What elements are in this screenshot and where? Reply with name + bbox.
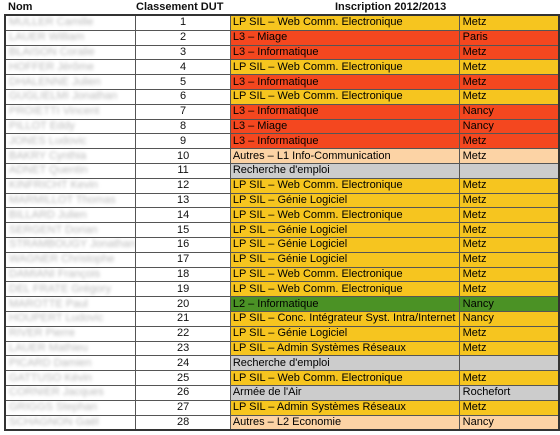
student-name: PILLOT Eddy <box>9 119 75 132</box>
table-row <box>5 267 559 282</box>
city-cell: Metz <box>459 371 559 386</box>
student-name-cell <box>5 252 136 267</box>
rank-cell: 18 <box>136 267 230 282</box>
student-name-cell <box>5 75 136 90</box>
rank-cell: 11 <box>136 163 230 178</box>
city-cell: Rochefort <box>459 385 559 400</box>
table-row <box>5 30 559 45</box>
city-cell: Metz <box>459 252 559 267</box>
student-name: DEL FRATE Grégory <box>9 282 112 295</box>
student-name-cell <box>5 119 136 134</box>
inscription-cell: LP SIL – Web Comm. Electronique <box>230 267 459 282</box>
student-name-cell <box>5 371 136 386</box>
student-name: HOUPERT Ludovic <box>9 312 104 325</box>
inscription-cell: LP SIL – Web Comm. Electronique <box>230 178 459 193</box>
student-name: MARMILLOT Thomas <box>9 193 116 206</box>
rank-cell: 3 <box>136 45 230 60</box>
inscription-cell: LP SIL – Web Comm. Electronique <box>230 89 459 104</box>
student-name-cell <box>5 30 136 45</box>
student-name-cell <box>5 385 136 400</box>
inscription-cell: Autres – L1 Info-Communication <box>230 149 459 164</box>
city-cell: Metz <box>459 60 559 75</box>
table-row <box>5 104 559 119</box>
inscription-cell: Recherche d'emploi <box>230 356 459 371</box>
rank-cell: 23 <box>136 341 230 356</box>
rank-cell: 14 <box>136 208 230 223</box>
city-cell: Metz <box>459 89 559 104</box>
student-name-cell <box>5 341 136 356</box>
inscription-cell: LP SIL – Web Comm. Electronique <box>230 15 459 30</box>
student-name: MAROTTE Paul <box>9 297 88 310</box>
student-name: KINFRICHT Kevin <box>9 179 99 192</box>
inscription-cell: Recherche d'emploi <box>230 163 459 178</box>
student-name-cell <box>5 45 136 60</box>
city-cell: Nancy <box>459 415 559 430</box>
inscription-cell: LP SIL – Génie Logiciel <box>230 252 459 267</box>
city-cell: Nancy <box>459 297 559 312</box>
table-row <box>5 252 559 267</box>
city-cell: Paris <box>459 30 559 45</box>
rank-cell: 5 <box>136 75 230 90</box>
table-row <box>5 223 559 238</box>
student-name: SCHAGNON Gaël <box>9 415 99 428</box>
city-cell: Metz <box>459 149 559 164</box>
student-name-cell <box>5 400 136 415</box>
rank-cell: 17 <box>136 252 230 267</box>
inscription-cell: L3 – Informatique <box>230 104 459 119</box>
table-row <box>5 193 559 208</box>
inscription-cell: LP SIL – Génie Logiciel <box>230 326 459 341</box>
table-row <box>5 356 559 371</box>
rank-cell: 28 <box>136 415 230 430</box>
table-row <box>5 415 559 430</box>
student-name-cell <box>5 163 136 178</box>
header-inscription: Inscription 2012/2013 <box>335 1 447 13</box>
rank-cell: 10 <box>136 149 230 164</box>
inscription-cell: LP SIL – Web Comm. Electronique <box>230 208 459 223</box>
student-name-cell <box>5 311 136 326</box>
results-table-body <box>5 15 559 430</box>
student-name: BLAISON Coralie <box>9 45 95 58</box>
city-cell: Metz <box>459 326 559 341</box>
table-row <box>5 282 559 297</box>
inscription-cell: L3 – Informatique <box>230 45 459 60</box>
student-name-cell <box>5 104 136 119</box>
rank-cell: 24 <box>136 356 230 371</box>
rank-cell: 13 <box>136 193 230 208</box>
inscription-cell: Autres – L2 Economie <box>230 415 459 430</box>
rank-cell: 6 <box>136 89 230 104</box>
city-cell <box>459 356 559 371</box>
table-row <box>5 178 559 193</box>
student-name: DAMIANI François <box>9 267 101 280</box>
inscription-cell: L2 – Informatique <box>230 297 459 312</box>
table-row <box>5 163 559 178</box>
student-name: CORNIER Jacques <box>9 386 104 399</box>
table-row <box>5 326 559 341</box>
city-cell: Nancy <box>459 104 559 119</box>
inscription-cell: L3 – Informatique <box>230 134 459 149</box>
city-cell <box>459 163 559 178</box>
student-name: WAGNER Christophe <box>9 253 115 266</box>
city-cell: Metz <box>459 134 559 149</box>
rank-cell: 4 <box>136 60 230 75</box>
student-name: RIVER Pierre <box>9 327 76 340</box>
inscription-cell: LP SIL – Web Comm. Electronique <box>230 60 459 75</box>
student-name: PROIETTI Vincent <box>9 105 100 118</box>
rank-cell: 16 <box>136 237 230 252</box>
rank-cell: 25 <box>136 371 230 386</box>
rank-cell: 20 <box>136 297 230 312</box>
student-name: GUGLIELMI Jonathan <box>9 90 118 103</box>
inscription-cell: LP SIL – Génie Logiciel <box>230 237 459 252</box>
rank-cell: 12 <box>136 178 230 193</box>
inscription-cell: L3 – Miage <box>230 30 459 45</box>
table-row <box>5 400 559 415</box>
student-name: BAKRY Cynthia <box>9 149 87 162</box>
inscription-cell: L3 – Miage <box>230 119 459 134</box>
city-cell: Metz <box>459 282 559 297</box>
student-name: GRIGGS Stephan <box>9 401 98 414</box>
rank-cell: 15 <box>136 223 230 238</box>
student-name-cell <box>5 415 136 430</box>
student-name-cell <box>5 356 136 371</box>
student-name-cell <box>5 267 136 282</box>
inscription-cell: LP SIL – Génie Logiciel <box>230 223 459 238</box>
inscription-cell: LP SIL – Admin Systèmes Réseaux <box>230 341 459 356</box>
student-name-cell <box>5 15 136 30</box>
inscription-cell: LP SIL – Admin Systèmes Réseaux <box>230 400 459 415</box>
city-cell: Metz <box>459 341 559 356</box>
city-cell: Metz <box>459 193 559 208</box>
city-cell: Metz <box>459 223 559 238</box>
student-name-cell <box>5 134 136 149</box>
city-cell: Metz <box>459 400 559 415</box>
table-row <box>5 119 559 134</box>
table-row <box>5 371 559 386</box>
student-name-cell <box>5 89 136 104</box>
student-name-cell <box>5 178 136 193</box>
student-name-cell <box>5 193 136 208</box>
inscription-cell: LP SIL – Web Comm. Electronique <box>230 282 459 297</box>
student-name-cell <box>5 208 136 223</box>
rank-cell: 1 <box>136 15 230 30</box>
table-row <box>5 89 559 104</box>
table-row <box>5 237 559 252</box>
student-name: SERGENT Dorian <box>9 223 98 236</box>
student-name: LAUER Mathieu <box>9 341 88 354</box>
header-nom: Nom <box>8 1 33 13</box>
city-cell: Metz <box>459 178 559 193</box>
rank-cell: 8 <box>136 119 230 134</box>
student-name: BILLARD Julien <box>9 208 87 221</box>
table-row <box>5 385 559 400</box>
student-name-cell <box>5 60 136 75</box>
student-name-cell <box>5 223 136 238</box>
rank-cell: 9 <box>136 134 230 149</box>
city-cell: Metz <box>459 45 559 60</box>
header-classement: Classement DUT <box>136 1 224 13</box>
student-name-cell <box>5 237 136 252</box>
student-name-cell <box>5 297 136 312</box>
student-name: DHALENNE Julien <box>9 75 101 88</box>
rank-cell: 19 <box>136 282 230 297</box>
results-table <box>4 14 560 431</box>
student-name-cell <box>5 282 136 297</box>
inscription-cell: L3 – Informatique <box>230 75 459 90</box>
rank-cell: 2 <box>136 30 230 45</box>
city-cell: Nancy <box>459 119 559 134</box>
city-cell: Metz <box>459 267 559 282</box>
rank-cell: 21 <box>136 311 230 326</box>
city-cell: Metz <box>459 237 559 252</box>
student-name: MULLER Camille <box>9 16 94 29</box>
rank-cell: 22 <box>136 326 230 341</box>
table-row <box>5 297 559 312</box>
table-row <box>5 134 559 149</box>
student-name: LAUER William <box>9 31 85 44</box>
city-cell: Metz <box>459 208 559 223</box>
table-row <box>5 208 559 223</box>
table-row <box>5 341 559 356</box>
city-cell: Nancy <box>459 311 559 326</box>
student-name: STRAMBOUGY Jonathan <box>9 238 136 251</box>
rank-cell: 27 <box>136 400 230 415</box>
table-row <box>5 15 559 30</box>
city-cell: Metz <box>459 75 559 90</box>
city-cell: Metz <box>459 15 559 30</box>
table-row <box>5 45 559 60</box>
inscription-cell: LP SIL – Conc. Intégrateur Syst. Intra/Internet <box>230 311 459 326</box>
student-name-cell <box>5 326 136 341</box>
student-name: JONES Ludovic <box>9 134 87 147</box>
rank-cell: 26 <box>136 385 230 400</box>
inscription-cell: LP SIL – Génie Logiciel <box>230 193 459 208</box>
rank-cell: 7 <box>136 104 230 119</box>
table-row <box>5 75 559 90</box>
student-name-cell <box>5 149 136 164</box>
inscription-cell: Armée de l'Air <box>230 385 459 400</box>
student-name: HOFFER Jérôme <box>9 60 94 73</box>
table-row <box>5 149 559 164</box>
table-row <box>5 60 559 75</box>
table-row <box>5 311 559 326</box>
student-name: GATTUSO Kévin <box>9 371 92 384</box>
inscription-cell: LP SIL – Web Comm. Electronique <box>230 371 459 386</box>
student-name: PICARD Damien <box>9 356 92 369</box>
student-name: ADNET Quentin <box>9 164 88 177</box>
